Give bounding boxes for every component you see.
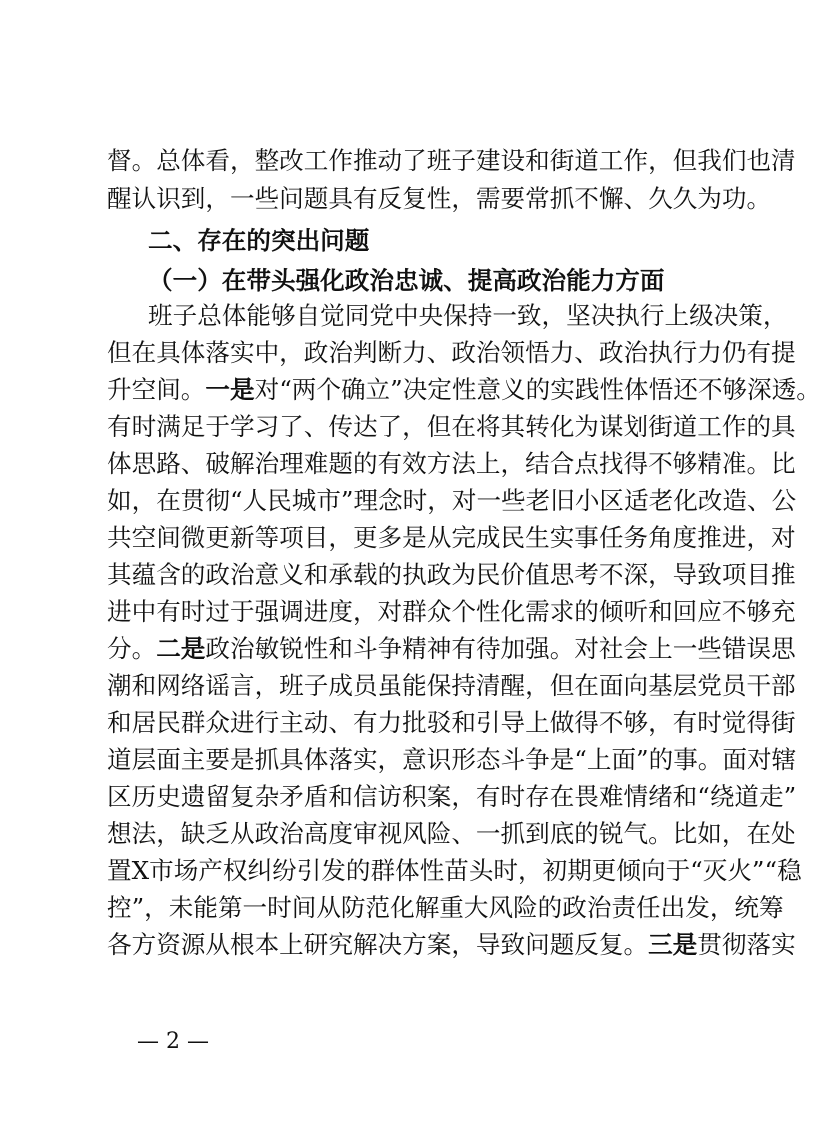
body-line: 但在具体落实中，政治判断力、政治领悟力、政治执行力仍有提 [107,338,796,367]
body-line: 共空间微更新等项目，更多是从完成民生实事任务角度推进，对 [107,523,796,552]
emphasis-marker: 一是 [205,375,255,404]
body-line: 如，在贯彻“人民城市”理念时，对一些老旧小区适老化改造、公 [107,486,797,515]
body-line: 其蕴含的政治意义和承载的执政为民价值思考不深，导致项目推 [107,560,796,589]
body-line: 想法，缺乏从政治高度审视风险、一抓到底的锐气。比如，在处 [107,819,796,848]
body-line: 潮和网络谣言，班子成员虽能保持清醒，但在面向基层党员干部 [107,671,796,700]
body-line: 区历史遗留复杂矛盾和信访积案，有时存在畏难情绪和“绕道走” [107,782,797,811]
emphasis-marker: 二是 [156,634,206,663]
text-run: 各方资源从根本上研究解决方案，导致问题反复。 [107,930,649,959]
text-run: 升空间。 [107,375,206,404]
text-run: 贯彻落实 [697,930,796,959]
section-heading: 二、存在的突出问题 [148,226,370,255]
body-line [107,929,796,961]
text-run: 政治敏锐性和斗争精神有待加强。对社会上一些错误思 [205,634,796,663]
emphasis-marker: 三是 [648,930,698,959]
body-line: 有时满足于学习了、传达了，但在将其转化为谋划街道工作的具 [107,412,796,441]
body-line: 控”，未能第一时间从防范化解重大风险的政治责任出发，统筹 [107,893,784,922]
text-run: 对“两个确立”决定性意义的实践性体悟还不够深透。 [254,375,821,404]
body-line [107,374,821,406]
body-line: 道层面主要是抓具体落实，意识形态斗争是“上面”的事。面对辖 [107,745,797,774]
body-line: 置X市场产权纠纷引发的群体性苗头时，初期更倾向于“灭火”“稳 [107,856,802,885]
body-line: 督。总体看，整改工作推动了班子建设和街道工作，但我们也清 [107,146,796,175]
body-line: 体思路、破解治理难题的有效方法上，结合点找得不够精准。比 [107,449,796,478]
body-line: 进中有时过于强调进度，对群众个性化需求的倾听和回应不够充 [107,597,796,626]
text-run: 分。 [107,634,157,663]
body-line: 醒认识到，一些问题具有反复性，需要常抓不懈、久久为功。 [107,184,772,213]
page-number: — 2 — [137,1029,209,1054]
subsection-heading: （一）在带头强化政治忠诚、提高政治能力方面 [148,266,665,295]
body-line [107,633,796,665]
body-line: 班子总体能够自觉同党中央保持一致，坚决执行上级决策， [148,301,788,330]
body-line: 和居民群众进行主动、有力批驳和引导上做得不够，有时觉得街 [107,708,796,737]
